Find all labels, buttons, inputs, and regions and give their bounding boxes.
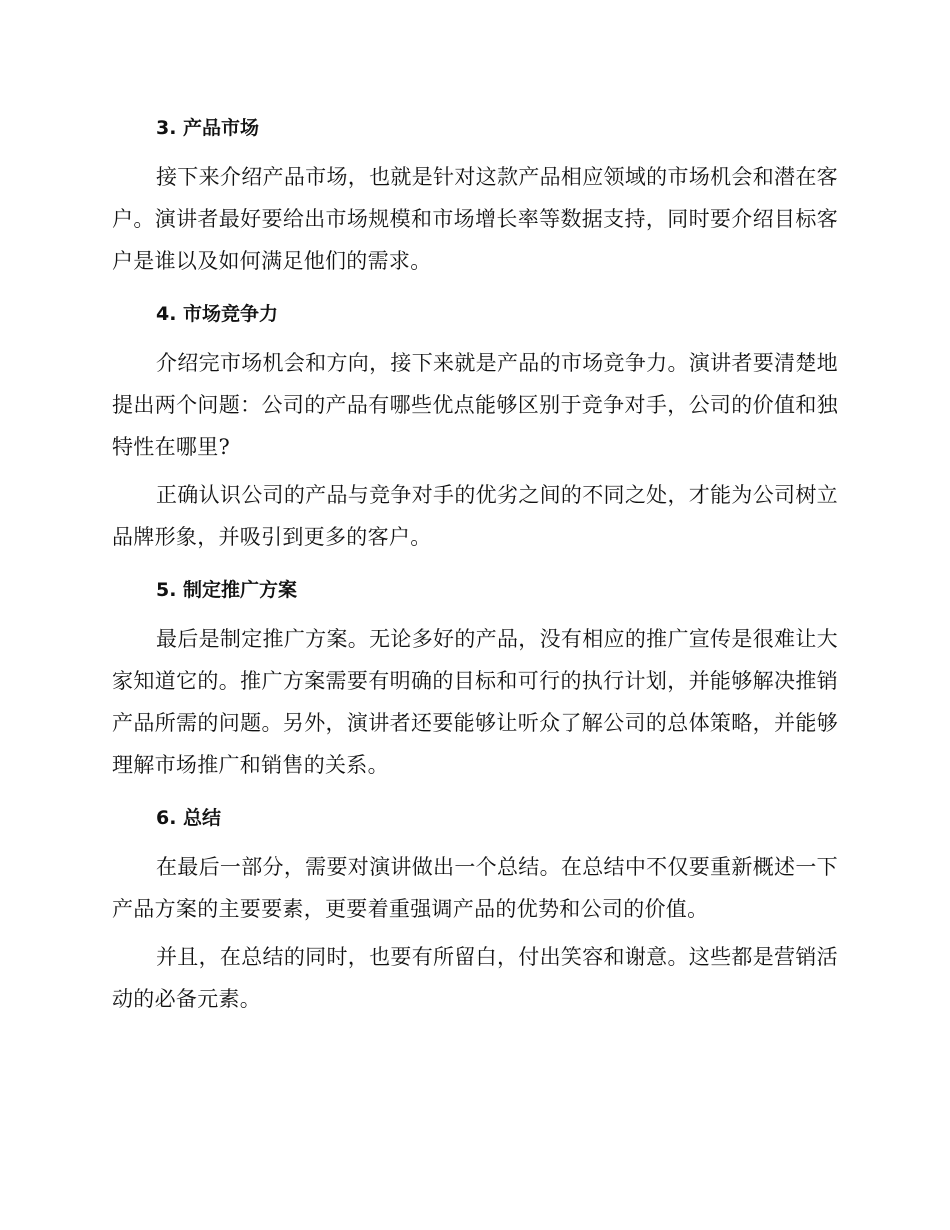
section-market-competitiveness	[112, 294, 838, 558]
section-product-market	[112, 108, 838, 282]
paragraph: 接下来介绍产品市场，也就是针对这款产品相应领域的市场机会和潜在客户。演讲者最好要给出市场规模和市场增长率等数据支持，同时要介绍目标客户是谁以及如何满足他们的需求。	[112, 165, 838, 273]
section-heading: 6. 总结	[156, 807, 222, 829]
section-heading: 3. 产品市场	[156, 117, 260, 139]
section-heading: 4. 市场竞争力	[156, 303, 279, 325]
section-promotion-plan	[112, 570, 838, 786]
paragraph: 并且，在总结的同时，也要有所留白，付出笑容和谢意。这些都是营销活动的必备元素。	[112, 945, 838, 1011]
paragraph: 正确认识公司的产品与竞争对手的优劣之间的不同之处，才能为公司树立品牌形象，并吸引到更多的客户。	[112, 483, 838, 549]
paragraph: 最后是制定推广方案。无论多好的产品，没有相应的推广宣传是很难让大家知道它的。推广方案需要有明确的目标和可行的执行计划，并能够解决推销产品所需的问题。另外，演讲者还要能够让听众了解公司的总体策略，并能够理解市场推广和销售的关系。	[112, 627, 838, 777]
section-heading: 5. 制定推广方案	[156, 579, 298, 601]
paragraph: 在最后一部分，需要对演讲做出一个总结。在总结中不仅要重新概述一下产品方案的主要要素，更要着重强调产品的优势和公司的价值。	[112, 855, 838, 921]
section-summary	[112, 798, 838, 1020]
paragraph: 介绍完市场机会和方向，接下来就是产品的市场竞争力。演讲者要清楚地提出两个问题：公司的产品有哪些优点能够区别于竞争对手，公司的价值和独特性在哪里?	[112, 351, 838, 459]
